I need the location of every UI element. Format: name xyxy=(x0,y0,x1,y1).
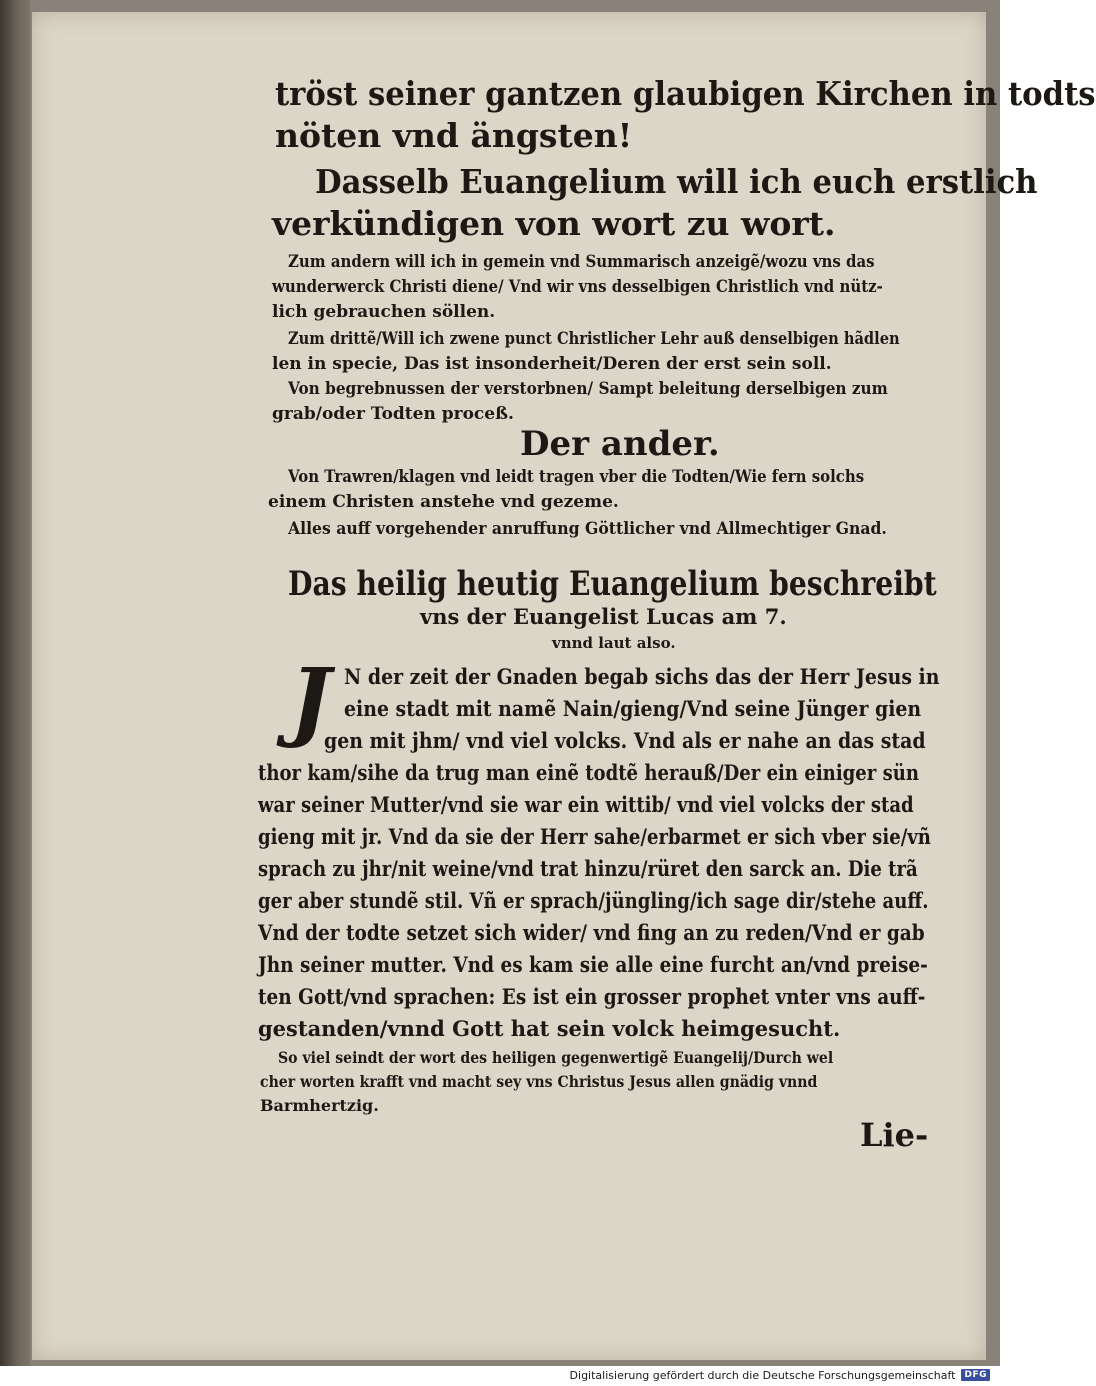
text-line: lich gebrauchen söllen. xyxy=(272,302,496,322)
text-line: cher worten krafft vnd macht sey vns Christus Jesus allen gnädig vnnd xyxy=(260,1072,818,1091)
text-line: ger aber stundẽ stil. Vñ er sprach/jüngling/ich sage dir/stehe auff. xyxy=(258,888,929,913)
text-line: Barmhertzig. xyxy=(260,1096,379,1115)
text-line: einem Christen anstehe vnd gezeme. xyxy=(268,492,619,512)
text-line: gestanden/vnnd Gott hat sein volck heimgesucht. xyxy=(258,1016,841,1041)
decorated-initial: J xyxy=(290,650,331,751)
book-page xyxy=(32,12,1096,1360)
text-line: len in specie, Das ist insonderheit/Deren der erst sein soll. xyxy=(272,354,832,374)
text-line: ten Gott/vnd sprachen: Es ist ein grosser prophet vnter vns auff- xyxy=(258,984,926,1009)
text-line: Vnd der todte setzet sich wider/ vnd fing an zu reden/Vnd er gab xyxy=(258,920,925,945)
section-heading: Der ander. xyxy=(520,424,720,464)
text-line: So viel seindt der wort des heiligen gegenwertigẽ Euangelij/Durch wel xyxy=(278,1048,834,1067)
text-line: Von begrebnussen der verstorbnen/ Sampt beleitung derselbigen zum xyxy=(288,379,888,399)
text-line: gen mit jhm/ vnd viel volcks. Vnd als er nahe an das stad xyxy=(324,728,926,753)
text-line: war seiner Mutter/vnd sie war ein wittib/ vnd viel volcks der stad xyxy=(258,792,914,817)
text-line: wunderwerck Christi diene/ Vnd wir vns desselbigen Christlich vnd nütz- xyxy=(272,277,883,297)
catchword: Lie- xyxy=(860,1116,929,1154)
text-line: Jhn seiner mutter. Vnd es kam sie alle eine furcht an/vnd preise- xyxy=(258,952,928,977)
text-line: gieng mit jr. Vnd da sie der Herr sahe/erbarmet er sich vber sie/vñ xyxy=(258,824,931,849)
text-line: thor kam/sihe da trug man einẽ todtẽ herauß/Der ein einiger sün xyxy=(258,760,920,785)
digitization-footer xyxy=(570,1366,990,1384)
text-line: Dasselb Euangelium will ich euch erstlich xyxy=(315,162,1038,201)
text-line: Von Trawren/klagen vnd leidt tragen vber die Todten/Wie fern solchs xyxy=(288,467,865,487)
text-line: tröst seiner gantzen glaubigen Kirchen in todts xyxy=(275,74,1096,113)
text-line: eine stadt mit namẽ Nain/gieng/Vnd seine Jünger gien xyxy=(344,696,922,721)
text-line: verkündigen von wort zu wort. xyxy=(272,204,836,243)
gospel-heading: Das heilig heutig Euangelium beschreibt xyxy=(288,564,937,604)
text-line: sprach zu jhr/nit weine/vnd trat hinzu/rüret den sarck an. Die trã xyxy=(258,856,918,881)
dfg-logo: DFG xyxy=(961,1369,990,1381)
gospel-subheading: vnnd laut also. xyxy=(552,634,676,652)
text-line: Alles auff vorgehender anruffung Göttlicher vnd Allmechtiger Gnad. xyxy=(288,519,887,539)
text-line: grab/oder Todten proceß. xyxy=(272,404,514,424)
footer-text: Digitalisierung gefördert durch die Deutsche Forschungsgemeinschaft xyxy=(569,1368,956,1382)
text-line: nöten vnd ängsten! xyxy=(275,116,633,155)
gospel-subheading: vns der Euangelist Lucas am 7. xyxy=(420,604,787,629)
text-line: N der zeit der Gnaden begab sichs das der Herr Jesus in xyxy=(344,664,940,689)
scan-edge-shadow xyxy=(0,0,30,1366)
text-line: Zum drittẽ/Will ich zwene punct Christlicher Lehr auß denselbigen hãdlen xyxy=(288,329,900,349)
text-line: Zum andern will ich in gemein vnd Summarisch anzeigẽ/wozu vns das xyxy=(288,252,875,272)
